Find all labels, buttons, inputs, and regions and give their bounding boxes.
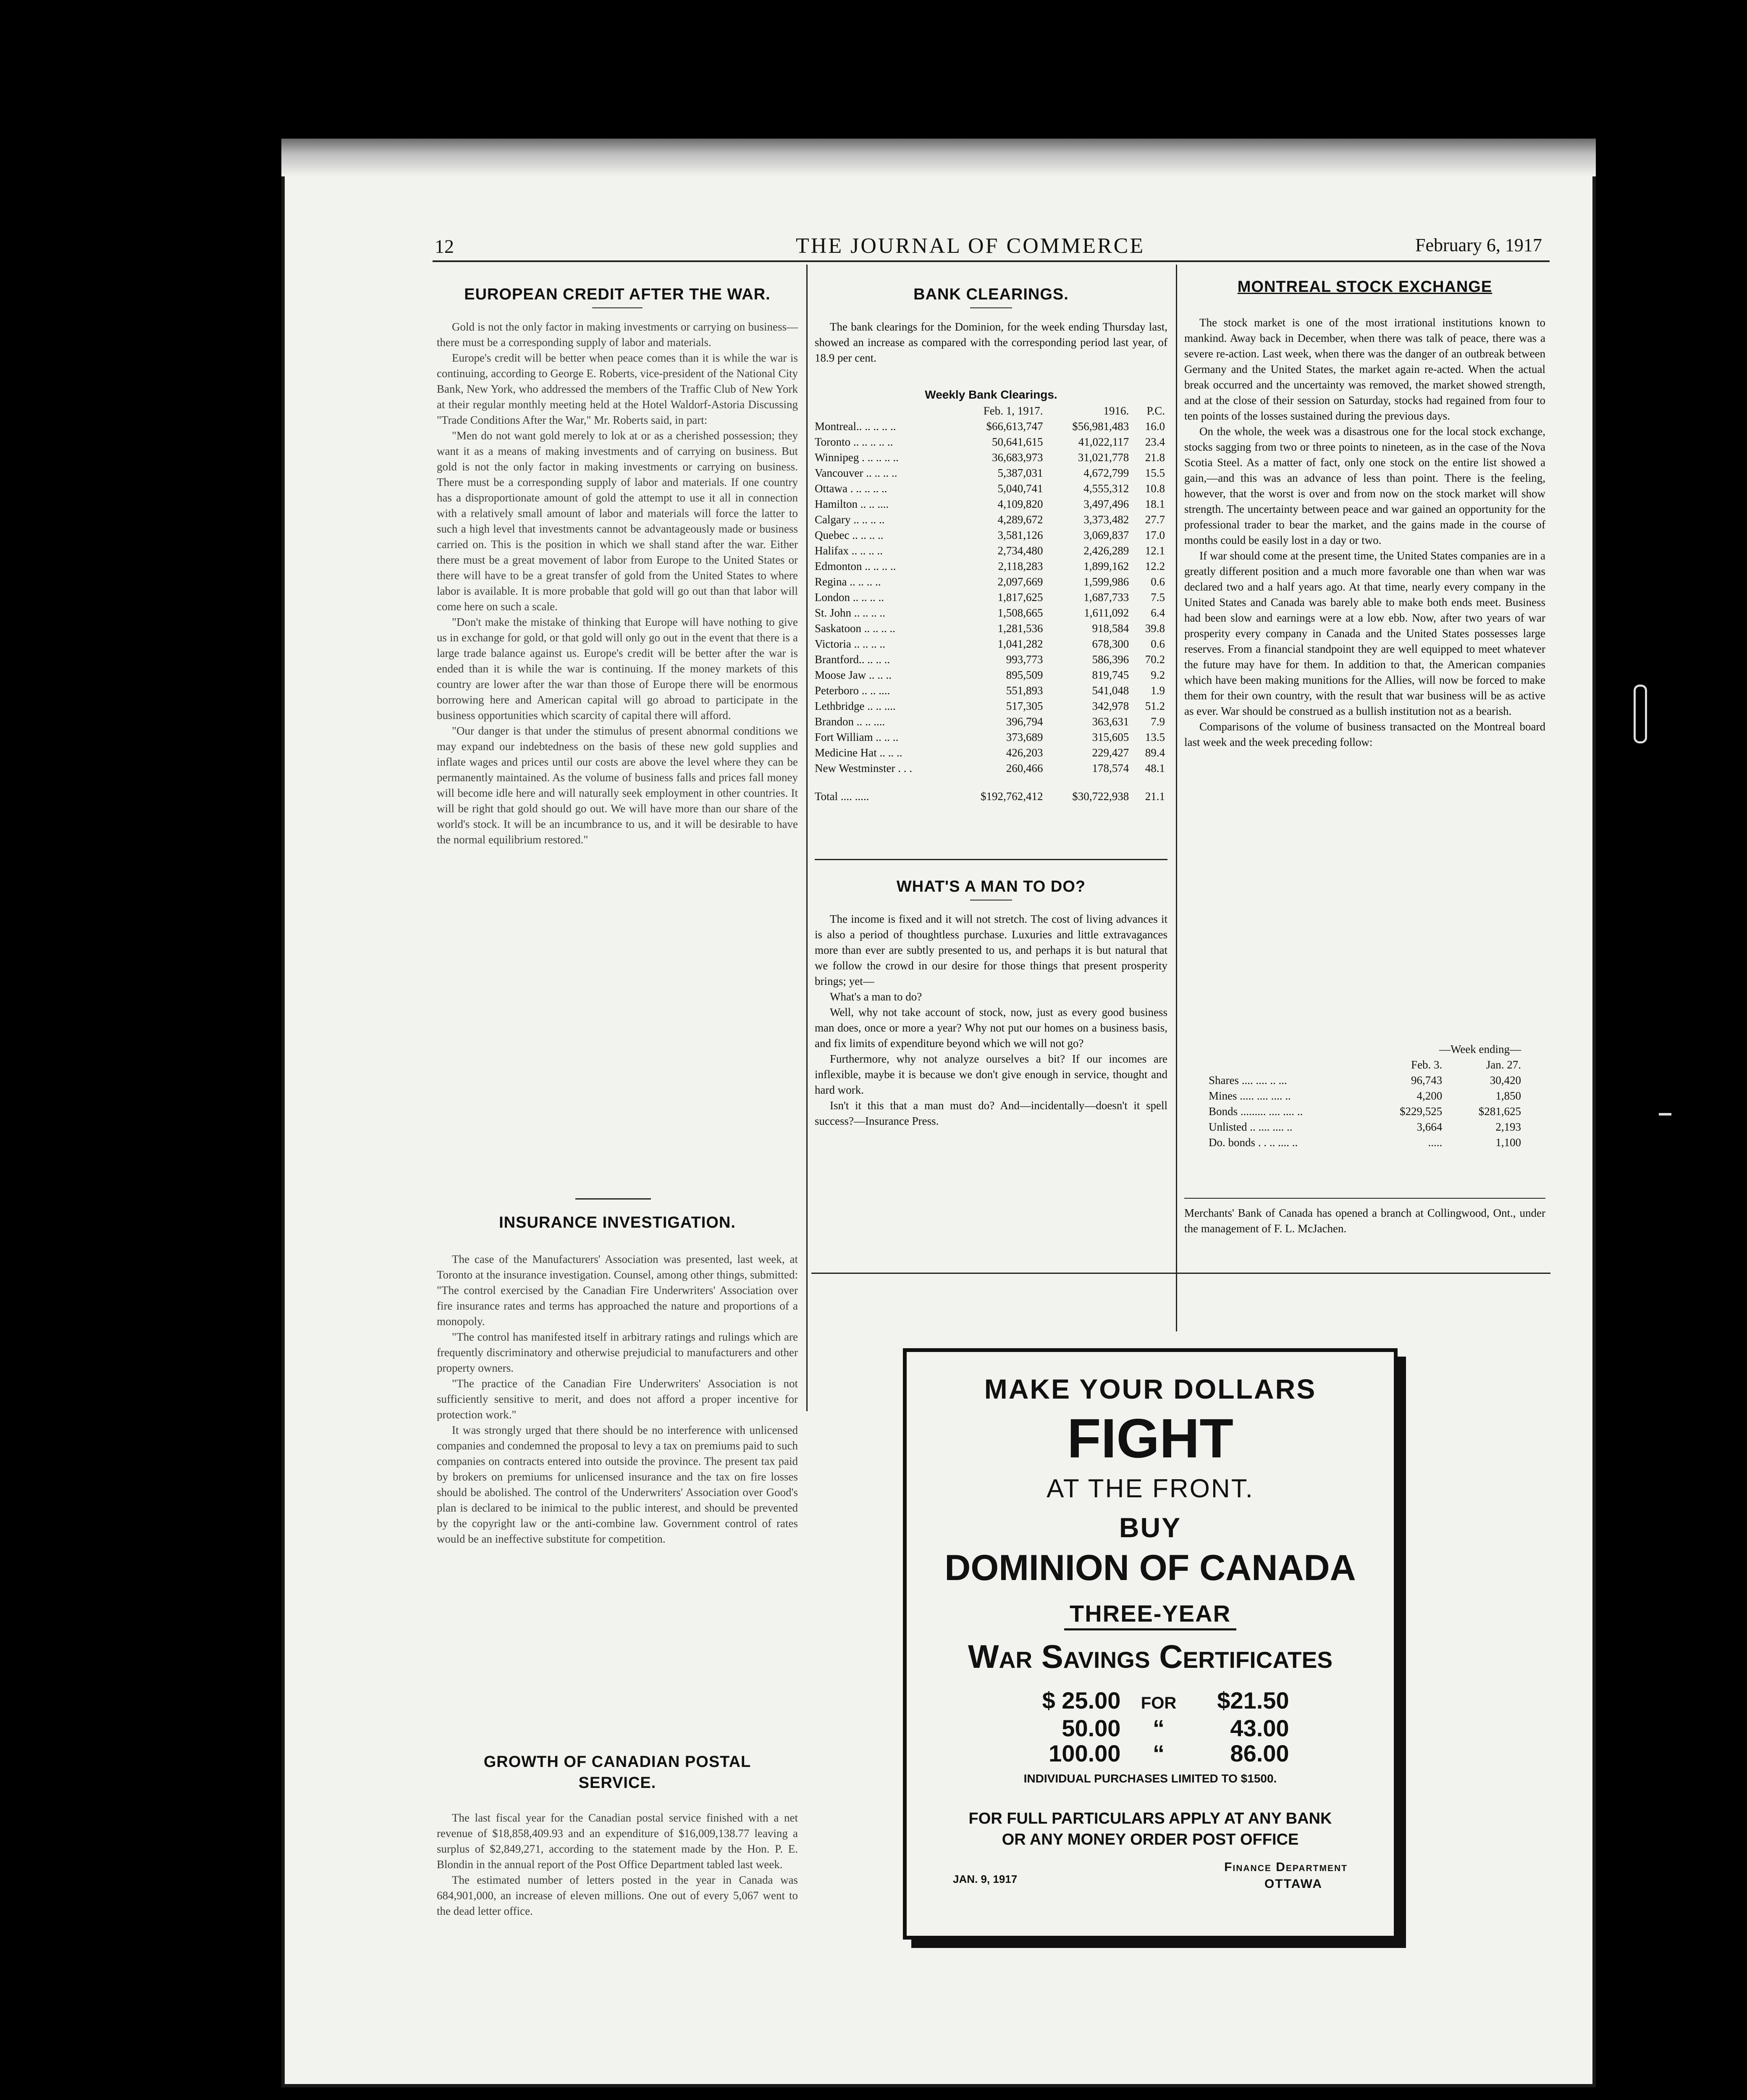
title-underline [592, 307, 643, 308]
table-spacer [811, 776, 1168, 789]
insurance-body: The case of the Manufacturers' Association was presented, last week, at Toronto at the insurance investigation. Counsel, among other things, submitted: "The control exercised by the Canadian Fire Underwriters' Association over fire insurance rates and terms has approached the nature and proportions of a monopoly. "The control has manifested itself in arbitrary ratings and rulings which are frequently discriminatory and otherwise prejudicial to manufacturers and other property owners. "The practice of the Canadian Fire Underwriters' Association is not sufficiently sensitive to merit, and does not afford a proper incentive for protection work." It was strongly urged that there should be no interference with unlicensed companies and condemned the proposal to levy a tax on premiums paid to such companies on contracts entered into outside the province. The present tax paid by brokers on premiums for unlicensed insurance and the tax on fire losses should be abolished. The control of the Underwriters' Association over Good's plan is declared to be inimical to the public interest, and should be prevented by the copyright law or the anti-combine law. Government control of rates would be an ineffective substitute for competition. [437, 1253, 798, 1545]
bank-table-title: Weekly Bank Clearings. [925, 388, 1057, 401]
table-row: Regina .. .. .. .. 2,097,669 1,599,986 0.6 [815, 575, 1165, 588]
ad-underline [1064, 1628, 1236, 1630]
table-row: Moose Jaw .. .. .. 895,509 819,745 9.2 [815, 669, 1165, 681]
ad-headline-1: MAKE YOUR DOLLARS [984, 1373, 1317, 1404]
ad-buy: BUY [1119, 1512, 1182, 1543]
table-row: Vancouver .. .. .. .. 5,387,031 4,672,799 15.5 [815, 467, 1165, 479]
section-divider [815, 859, 1167, 860]
masthead-rule [433, 260, 1550, 262]
table-row: Brantford.. .. .. .. 993,773 586,396 70.2 [815, 653, 1165, 666]
scan-artifact [1634, 685, 1647, 743]
table-header-row: Feb. 1, 1917. 1916. P.C. [983, 404, 1165, 417]
european-credit-body: Gold is not the only factor in making investments or carrying on business—there must be a corresponding supply of labor and materials. Europe's credit will be better when peace comes than it is while the war is continuing, according to George E. Roberts, vice-president of the National City Bank, New York, who addressed the members of the Traffic Club of New York at their regular monthly meeting held at the Hotel Waldorf-Astoria Discussing "Trade Conditions After the War," Mr. Roberts said, in part: "Men do not want gold merely to lok at or as a cherished possession; they want it as a means of making investments and of carrying on business. But gold is not the only factor in making investments or carrying on business. There must be a corresponding supply of labor and materials. If one country has a disproportionate amount of gold the attempt to use it all in connection with a relatively small amount of labor and materials will force the latter to such a high level that investments cannot be advantageously made or business carried on. This is the position in which we shall stand after the war. Either there must be a great movement of labor from Europe to the United States or there will have to be a great transfer of gold from the United States to where labor is available. It is more probable that gold will go out than that labor will come here on such a scale. "Don't make the mistake of thinking that Europe will have nothing to give us in exchange for gold, or that gold will only go out in the event that there is a large trade balance against us. Europe's credit will be better after the war is ended than it is while the war is continuing. If the money markets of this country are lower after the war than those of Europe there will be enormous borrowing here and American capital will go abroad to participate in the business opportunities which scarcity of capital there will afford. "Our danger is that under the stimulus of present abnormal conditions we may expand our indebtedness on the basis of these new gold supplies and inflate wages and prices until our costs are above the level where they can be permanently maintained. As the volume of business falls and prices fall money will become idle here and will naturally seek employment in other countries. It will be right that gold should go out. We will have more than our share of the world's stock. It will be an incumbrance to us, and it will be desirable to have the normal equilibrium restored." [437, 320, 798, 846]
title-underline [970, 307, 1012, 308]
man-to-do-body: The income is fixed and it will not stretch. The cost of living advances it is also a period of thoughtless purchase. Luxuries and little extravagances more than ever are subtly presented to us, and perhaps it is but natural that we follow the crowd in our desire for those things that present prosperity brings; yet— What's a man to do? Well, why not take account of stock, now, just as every good business man does, once or more a year? Why not put our homes on a business basis, and fix limits of expenditure beyond which we will not go? Furthermore, why not analyze ourselves a bit? If our incomes are inflexible, maybe it is because we don't give enough in service, thought and hard work. Isn't it this that a man must do? And—incidentally—doesn't it spell success?—Insurance Press. [815, 913, 1167, 1127]
postal-title: GROWTH OF CANADIAN POSTAL SERVICE. [483, 1753, 751, 1792]
stock-exchange-body: The stock market is one of the most irrational institutions known to mankind. Away back in December, when there was talk of peace, there was a severe re-action. Last week, when there was the danger of an outbreak between Germany and the United States, the market again re-acted. When the actual break occurred and the uncertainty was removed, the market showed strength, and at the close of their session on Saturday, stocks had regained from four to ten points of the losses sustained during the previous days. On the whole, the week was a disastrous one for the local stock exchange, stocks sagging from two or three points to nineteen, as in the case of the Nova Scotia Steel. As a matter of fact, only one stock on the entire list showed a gain,—and this was an advance of less than point. There is the feeling, however, that the worst is over and from now on the stock market will show strength. The uncertainty between peace and war gained an opportunity for the professional trader to bear the market, and the gains made in the course of months could be easily lost in a day or two. If war should come at the present time, the United States companies are in a greatly different position and a much more favorable one than when war was declared two and a half years ago. At that time, nearly every company in the United States and Canada was barely able to make both ends meet. Business had been slow and earnings were at a low ebb. Now, after two years of war prosperity every company in Canada and the United States possesses large reserves. From a financial standpoint they are well equipped to meet whatever the future may have for them. In addition to that, the American companies which have been making munitions for the Allies, will now be forced to make them for their own country, with the result that war business will be as active as ever. War should be construed as a bullish institution not as a bearish. Comparisons of the volume of business transacted on the Montreal board last week and the week preceding follow: [1184, 316, 1545, 748]
issue-date: February 6, 1917 [1415, 235, 1542, 255]
ad-headline-fight: FIGHT [1067, 1407, 1233, 1469]
ad-headline-3: AT THE FRONT. [1047, 1474, 1254, 1503]
table-row: Calgary .. .. .. .. 4,289,672 3,373,482 27.7 [815, 513, 1165, 526]
column-divider-1 [806, 265, 808, 1411]
table-row: London .. .. .. .. 1,817,625 1,687,733 7.5 [815, 591, 1165, 604]
price-row: 100.00 “ 86.00 [1049, 1740, 1289, 1767]
table-row: New Westminster . . . 260,466 178,574 48.1 [815, 762, 1165, 774]
ad-top-rule [811, 1273, 1550, 1274]
ad-dominion: DOMINION OF CANADA [944, 1548, 1356, 1588]
page-number: 12 [435, 236, 454, 257]
bank-clearings-title: BANK CLEARINGS. [913, 286, 1069, 303]
table-row: Quebec .. .. .. .. 3,581,126 3,069,837 17.0 [815, 529, 1165, 541]
table-row: Ottawa . .. .. .. .. 5,040,741 4,555,312 10.8 [815, 482, 1165, 495]
bank-clearings-table [811, 403, 1168, 804]
war-savings-advertisement [903, 1348, 1398, 1940]
ad-limit: INDIVIDUAL PURCHASES LIMITED TO $1500. [1023, 1772, 1277, 1785]
bank-clearings-intro: The bank clearings for the Dominion, for the week ending Thursday last, showed an increase as compared with the corresponding period last year, of 18.9 per cent. [815, 320, 1167, 364]
table-row: Brandon .. .. .... 396,794 363,631 7.9 [815, 715, 1165, 728]
table-header-row: Feb. 3. Jan. 27. [1411, 1058, 1521, 1071]
table-row: Halifax .. .. .. .. 2,734,480 2,426,289 12.1 [815, 544, 1165, 557]
table-row: Hamilton .. .. .... 4,109,820 3,497,496 18.1 [815, 498, 1165, 510]
price-row: 50.00 “ 43.00 [1062, 1715, 1289, 1741]
ad-apply-1: FOR FULL PARTICULARS APPLY AT ANY BANK [968, 1810, 1332, 1827]
ad-certificates: War Savings Certificates [968, 1638, 1333, 1675]
table-header-row: —Week ending— [1439, 1043, 1521, 1055]
scan-artifact [1659, 1113, 1671, 1116]
insurance-title: INSURANCE INVESTIGATION. [499, 1214, 736, 1231]
table-row: Saskatoon .. .. .. .. 1,281,536 918,584 39.8 [815, 622, 1165, 635]
ad-three-year: THREE-YEAR [1069, 1600, 1231, 1627]
table-row: Fort William .. .. .. 373,689 315,605 13.5 [815, 731, 1165, 743]
table-row: Winnipeg . .. .. .. .. 36,683,973 31,021,778 21.8 [815, 451, 1165, 464]
price-row: $ 25.00 FOR $21.50 [1042, 1687, 1289, 1714]
merchants-bank-note: Merchants' Bank of Canada has opened a branch at Collingwood, Ont., under the management of F. L. McJachen. [1184, 1207, 1545, 1235]
european-credit-title: EUROPEAN CREDIT AFTER THE WAR. [464, 286, 771, 303]
ad-ottawa: OTTAWA [1264, 1877, 1322, 1891]
ad-price-list [907, 1688, 1394, 1766]
section-divider [1184, 1198, 1545, 1199]
table-row: Mines ..... .... .... .. 4,200 1,850 [1209, 1089, 1521, 1102]
table-row: Victoria .. .. .. .. 1,041,282 678,300 0.6 [815, 638, 1165, 650]
table-row: Medicine Hat .. .. .. 426,203 229,427 89.4 [815, 746, 1165, 759]
stock-volume-table [1205, 1042, 1524, 1150]
table-row: Lethbridge .. .. .... 517,305 342,978 51.2 [815, 700, 1165, 712]
table-total-row: Total .... ..... $192,762,412 $30,722,938 21.1 [815, 790, 1165, 803]
ad-department: Finance Department [1224, 1860, 1348, 1874]
journal-title: THE JOURNAL OF COMMERCE [796, 234, 1145, 258]
section-divider [575, 1198, 651, 1200]
postal-body: The last fiscal year for the Canadian postal service finished with a net revenue of $18,858,409.93 and an expenditure of $16,009,138.77 leaving a surplus of $2,849,271, according to the statement made by the Hon. P. E. Blondin in the annual report of the Post Office Department tabled last week. The estimated number of letters posted in the year in Canada was 684,901,000, an increase of eleven millions. One out of every 5,067 went to the dead letter office. [437, 1811, 798, 1917]
table-row: Peterboro .. .. .... 551,893 541,048 1.9 [815, 684, 1165, 697]
table-row: Unlisted .. .... .... .. 3,664 2,193 [1209, 1121, 1521, 1133]
man-to-do-title: WHAT'S A MAN TO DO? [896, 878, 1086, 895]
column-divider-2 [1176, 265, 1177, 1331]
table-row: Edmonton .. .. .. .. 2,118,283 1,899,162 12.2 [815, 560, 1165, 572]
table-row: Do. bonds . . .. .... .. ..... 1,100 [1209, 1136, 1521, 1149]
table-row: Shares .... .... .. ... 96,743 30,420 [1209, 1074, 1521, 1087]
stock-exchange-title: MONTREAL STOCK EXCHANGE [1237, 278, 1493, 296]
ad-date: JAN. 9, 1917 [953, 1873, 1018, 1885]
table-row: St. John .. .. .. .. 1,508,665 1,611,092 6.4 [815, 606, 1165, 619]
table-row: Bonds ......... .... .... .. $229,525 $281,625 [1209, 1105, 1521, 1118]
newspaper-page [281, 139, 1596, 2087]
table-row: Montreal.. .. .. .. .. $66,613,747 $56,981,483 16.0 [815, 420, 1165, 433]
table-row: Toronto .. .. .. .. .. 50,641,615 41,022,117 23.4 [815, 436, 1165, 448]
ad-apply-2: OR ANY MONEY ORDER POST OFFICE [1002, 1831, 1299, 1848]
